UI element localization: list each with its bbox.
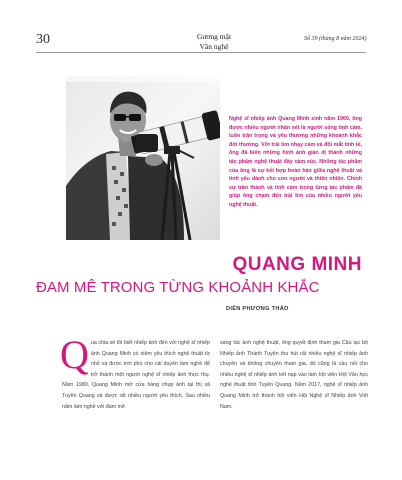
body-column-right bbox=[220, 338, 368, 412]
header-divider bbox=[36, 52, 366, 53]
section-name-line1: Gương mặt bbox=[196, 32, 232, 41]
section-name bbox=[186, 32, 242, 52]
author-name: DIỄN PHƯƠNG THẢO bbox=[226, 306, 289, 312]
article-subtitle: ĐAM MÊ TRONG TỪNG KHOẢNH KHẮC bbox=[36, 279, 320, 296]
article-title: QUANG MINH bbox=[232, 254, 362, 275]
photo-caption: Nghệ sĩ nhiếp ảnh Quang Minh sinh năm 1960, ông được nhiều người nhận xét là người sống tình cảm, luôn trân trọng và yêu thương những khoảnh khắc đời thường. Với trái tim nhạy cảm và đôi mắt tinh tế, ông đã biến những hình ảnh giản dị thành những tác phẩm nghệ thuật đầy cảm xúc. Những tác phẩm của ông là sự kết hợp hoàn hảo giữa nghệ thuật và tình yêu dành cho con người và thiên nhiên. Chính sự trân thành và tình cảm trong từng tác phẩm đã giúp ông chạm đến trái tim của nhiều người yêu nghệ thuật. bbox=[229, 116, 362, 208]
page-number: 30 bbox=[36, 32, 50, 47]
issue-info: Số 39 (tháng 8 năm 2024) bbox=[304, 36, 367, 42]
body-text-right: sáng tác ảnh nghệ thuật, ông quyết định tham gia Câu lạc bộ Nhiếp ảnh Thành Tuyên thu hút rất nhiều nghệ sĩ nhiếp ảnh chuyên và không chuyên tham gia, đó cũng là cầu nối cho nhiều nghệ sĩ nhiếp ảnh kết nạp vào làm hội viên Hội Văn học nghệ thuật tỉnh Tuyên Quang. Năm 2017, nghệ sĩ nhiếp ảnh Quang Minh trở thành hội viên Hội Nghệ sĩ Nhiếp ảnh Việt Nam. bbox=[220, 340, 368, 410]
drop-cap: Q bbox=[60, 332, 89, 377]
body-text-left: ua chia sẻ tôi biết nhiếp ảnh đến với nghệ sĩ nhiếp ảnh Quang Minh có niềm yêu thích nghệ thuật từ nhỏ và được trời phú cho cái duyên làm nghề để trở thành một người nghệ sĩ nhiếp ảnh thực thụ. Năm 1980, Quang Minh mở cửa hàng chụp ảnh tại thị xã Tuyên Quang và được rất nhiều người yêu thích. Sau nhiều năm làm nghề với đam mê bbox=[62, 340, 210, 410]
section-name-line2: Văn nghệ bbox=[199, 42, 229, 51]
body-column-left bbox=[60, 332, 210, 412]
photographer-illustration bbox=[66, 76, 220, 240]
portrait-photo bbox=[66, 76, 220, 240]
